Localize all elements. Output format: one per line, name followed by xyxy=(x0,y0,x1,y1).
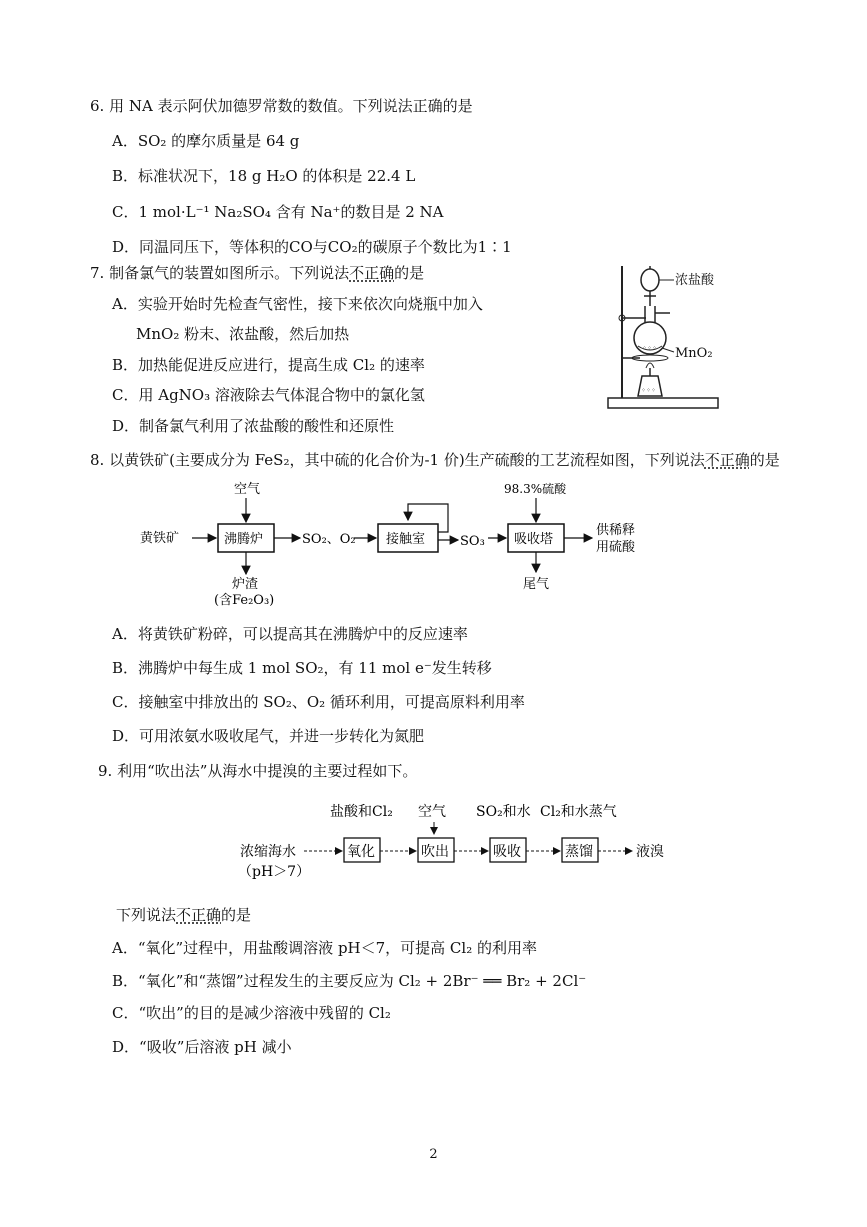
q7-stem xyxy=(90,263,424,283)
flow8-output-1: 供稀释 xyxy=(596,523,636,538)
q9-option-b: B．“氧化”和“蒸馏”过程发生的主要反应为 Cl₂ + 2Br⁻ ══ Br₂ + 2Cl⁻ xyxy=(112,972,587,990)
flow8-box1-label: 沸腾炉 xyxy=(224,532,264,547)
q9-sub-stem-emph: 不正确 xyxy=(176,906,222,924)
q9-stem: 9. 利用“吹出法”从海水中提溴的主要过程如下。 xyxy=(98,762,418,780)
q8-stem-post: 的是 xyxy=(749,451,780,469)
q9-sub-stem-post: 的是 xyxy=(221,906,252,924)
q8-option-b: B．沸腾炉中每生成 1 mol SO₂，有 11 mol e⁻发生转移 xyxy=(112,659,492,677)
q7-option-a-cont: MnO₂ 粉末、浓盐酸，然后加热 xyxy=(136,325,350,343)
flow9-reagent-4: Cl₂和水蒸气 xyxy=(540,804,617,820)
q9-option-a: A．“氧化”过程中，用盐酸调溶液 pH＜7，可提高 Cl₂ 的利用率 xyxy=(112,939,537,957)
q7-option-b: B．加热能促进反应进行，提高生成 Cl₂ 的速率 xyxy=(112,356,425,374)
q8-option-d: D．可用浓氨水吸收尾气，并进一步转化为氮肥 xyxy=(112,727,425,745)
flow9-output: 液溴 xyxy=(636,844,664,860)
q9-sub-stem-pre: 下列说法 xyxy=(116,906,177,924)
flow8-input: 黄铁矿 xyxy=(140,531,180,546)
svg-text:⁘⁘⁘: ⁘⁘⁘ xyxy=(642,345,658,352)
flow8-mid2: SO₃ xyxy=(460,534,485,549)
q9-option-c: C．“吹出”的目的是减少溶液中残留的 Cl₂ xyxy=(112,1004,391,1022)
flow9-box4-label: 蒸馏 xyxy=(565,844,593,860)
q6-option-a: A．SO₂ 的摩尔质量是 64 g xyxy=(112,132,300,150)
q9-option-d: D．“吸收”后溶液 pH 减小 xyxy=(112,1038,292,1056)
q7-option-d: D．制备氯气利用了浓盐酸的酸性和还原性 xyxy=(112,417,395,435)
q7-stem-emph: 不正确 xyxy=(349,264,395,282)
q8-stem-emph: 不正确 xyxy=(704,451,750,469)
q8-option-c: C．接触室中排放出的 SO₂、O₂ 循环利用，可提高原料利用率 xyxy=(112,693,525,711)
flow8-acid: 98.3%硫酸 xyxy=(504,482,567,496)
svg-text:⁘⁘⁘: ⁘⁘⁘ xyxy=(641,387,657,394)
flow8-slag-note: (含Fe₂O₃) xyxy=(214,593,275,608)
q7-option-c: C．用 AgNO₃ 溶液除去气体混合物中的氯化氢 xyxy=(112,386,425,404)
flow9-reagent-3: SO₂和水 xyxy=(476,804,531,820)
flow8-air: 空气 xyxy=(234,482,261,497)
flow8-box3-label: 吸收塔 xyxy=(514,532,554,547)
q9-sub-stem xyxy=(116,905,251,925)
flow8-mid1: SO₂、O₂ xyxy=(302,532,356,547)
q6-option-b: B．标准状况下，18 g H₂O 的体积是 22.4 L xyxy=(112,167,416,185)
q7-stem-post: 的是 xyxy=(394,264,425,282)
q8-option-a: A．将黄铁矿粉碎，可以提高其在沸腾炉中的反应速率 xyxy=(112,625,468,643)
flow9-input: 浓缩海水 xyxy=(240,844,296,860)
flow8-box2-label: 接触室 xyxy=(386,532,426,547)
flow9-box2-label: 吹出 xyxy=(421,844,449,860)
flow9-input-ph: （pH＞7） xyxy=(238,864,311,880)
q8-stem xyxy=(90,450,780,470)
q6-stem: 6. 用 NA 表示阿伏加德罗常数的数值。下列说法正确的是 xyxy=(90,97,473,115)
flow9-reagent-1: 盐酸和Cl₂ xyxy=(330,804,393,820)
label-conc-hcl: 浓盐酸 xyxy=(675,273,715,288)
flow9-box1-label: 氧化 xyxy=(347,844,375,860)
flow8-slag: 炉渣 xyxy=(232,577,259,592)
chlorine-apparatus-figure xyxy=(598,258,748,418)
bromine-flowchart xyxy=(238,796,678,886)
q7-stem-pre: 7. 制备氯气的装置如图所示。下列说法 xyxy=(90,264,350,282)
flow9-reagent-2: 空气 xyxy=(418,804,446,820)
q6-option-d: D．同温同压下，等体积的CO与CO₂的碳原子个数比为1∶1 xyxy=(112,238,512,256)
flow8-tail: 尾气 xyxy=(523,577,550,592)
flow8-output-2: 用硫酸 xyxy=(596,540,636,555)
flow9-box3-label: 吸收 xyxy=(493,844,521,860)
q6-option-c: C．1 mol·L⁻¹ Na₂SO₄ 含有 Na⁺的数目是 2 NA xyxy=(112,203,444,221)
sulfuric-acid-flowchart xyxy=(140,476,660,611)
label-mno2: MnO₂ xyxy=(675,346,713,361)
q8-stem-pre: 8. 以黄铁矿(主要成分为 FeS₂，其中硫的化合价为-1 价)生产硫酸的工艺流程如图，下列说法 xyxy=(90,451,705,469)
q7-option-a: A．实验开始时先检查气密性，接下来依次向烧瓶中加入 xyxy=(112,295,483,313)
page-number: 2 xyxy=(429,1147,438,1162)
